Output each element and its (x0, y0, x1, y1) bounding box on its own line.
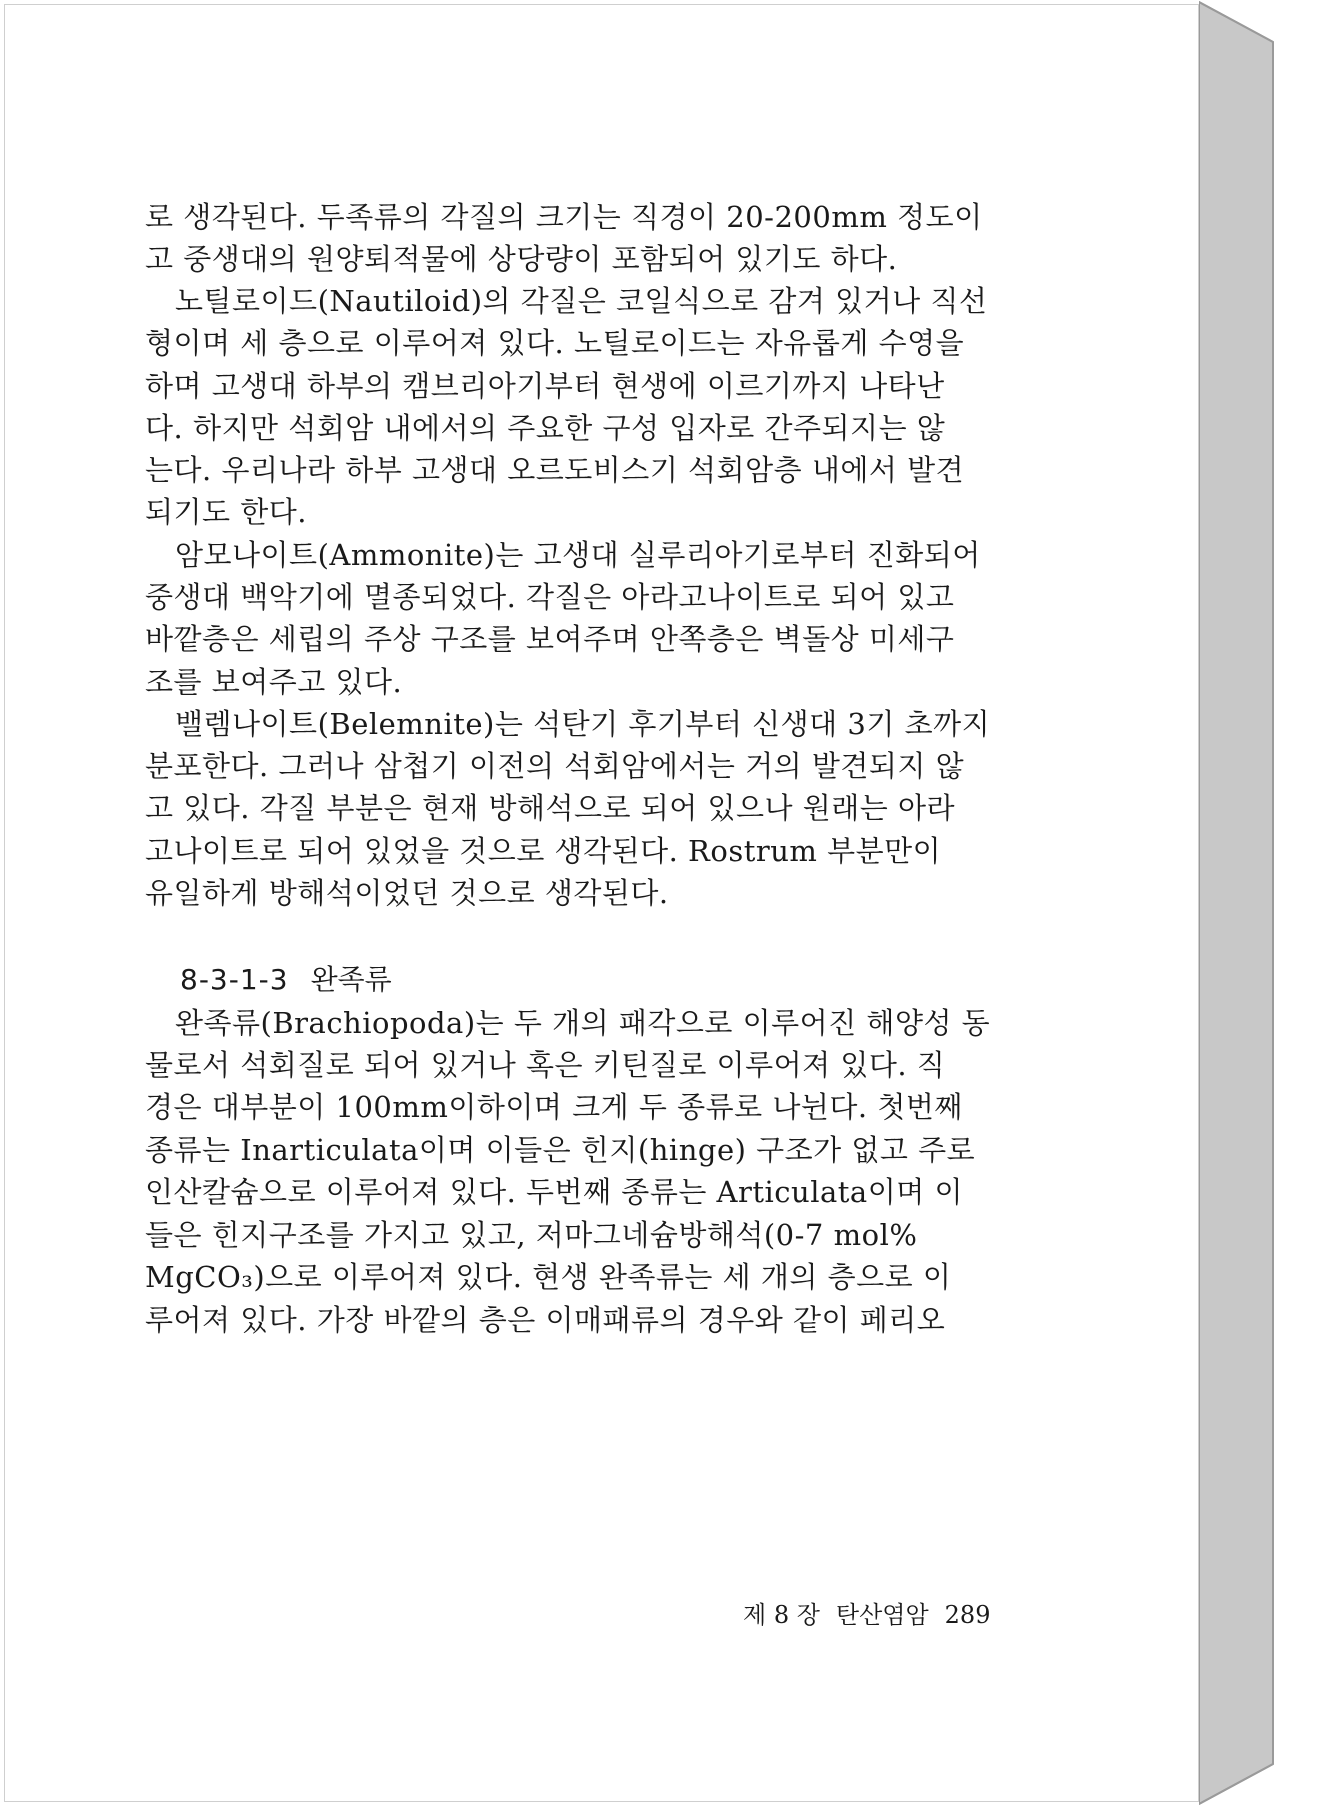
text-line: 노틸로이드(Nautiloid)의 각질은 코일식으로 감겨 있거나 직선 (175, 284, 988, 318)
text-line: 형이며 세 층으로 이루어져 있다. 노틸로이드는 자유롭게 수영을 (145, 326, 965, 360)
text-line: 유일하게 방해석이었던 것으로 생각된다. (145, 876, 669, 910)
text-line: 고나이트로 되어 있었을 것으로 생각된다. Rostrum 부분만이 (145, 834, 942, 868)
text-line: 루어져 있다. 가장 바깥의 층은 이매패류의 경우와 같이 페리오 (145, 1303, 946, 1337)
text-line: MgCO₃)으로 이루어져 있다. 현생 완족류는 세 개의 층으로 이 (145, 1260, 952, 1294)
text-line: 다. 하지만 석회암 내에서의 주요한 구성 입자로 간주되지는 않 (145, 411, 946, 445)
section-number: 8-3-1-3 (180, 963, 289, 996)
page-number: 289 (944, 1601, 991, 1629)
book-edge-3d (1199, 0, 1343, 1806)
text-line: 고 중생대의 원양퇴적물에 상당량이 포함되어 있기도 하다. (145, 242, 898, 276)
text-line: 분포한다. 그러나 삼첩기 이전의 석회암에서는 거의 발견되지 않 (145, 749, 965, 783)
text-line: 완족류(Brachiopoda)는 두 개의 패각으로 이루어진 해양성 동 (175, 1006, 991, 1040)
text-line: 들은 힌지구조를 가지고 있고, 저마그네슘방해석(0-7 mol% (145, 1218, 918, 1252)
text-line: 종류는 Inarticulata이며 이들은 힌지(hinge) 구조가 없고 주로 (145, 1133, 976, 1167)
footer-title: 탄산염암 (835, 1601, 929, 1629)
text-line: 암모나이트(Ammonite)는 고생대 실루리아기로부터 진화되어 (175, 538, 981, 572)
text-line: 바깥층은 세립의 주상 구조를 보여주며 안쪽층은 벽돌상 미세구 (145, 622, 955, 656)
text-line: 물로서 석회질로 되어 있거나 혹은 키틴질로 이루어져 있다. 직 (145, 1048, 946, 1082)
text-line: 하며 고생대 하부의 캠브리아기부터 현생에 이르기까지 나타난 (145, 369, 945, 403)
text-line: 로 생각된다. 두족류의 각질의 크기는 직경이 20-200mm 정도이 (145, 200, 983, 234)
text-line: 경은 대부분이 100mm이하이며 크게 두 종류로 나뉜다. 첫번째 (145, 1090, 963, 1124)
page-footer (743, 1597, 1006, 1633)
text-line: 고 있다. 각질 부분은 현재 방해석으로 되어 있으나 원래는 아라 (145, 791, 956, 825)
text-line: 는다. 우리나라 하부 고생대 오르도비스기 석회암층 내에서 발견 (145, 453, 965, 487)
section-heading (180, 960, 392, 1000)
text-line: 인산칼슘으로 이루어져 있다. 두번째 종류는 Articulata이며 이 (145, 1175, 963, 1209)
footer-chapter: 제 8 장 (743, 1601, 820, 1629)
section-title: 완족류 (310, 963, 392, 996)
text-line: 조를 보여주고 있다. (145, 665, 403, 699)
book-page (4, 4, 1199, 1802)
text-line: 되기도 한다. (145, 495, 308, 529)
book-side-face (1199, 2, 1273, 1804)
text-line: 중생대 백악기에 멸종되었다. 각질은 아라고나이트로 되어 있고 (145, 580, 955, 614)
text-line: 밸렘나이트(Belemnite)는 석탄기 후기부터 신생대 3기 초까지 (175, 707, 991, 741)
